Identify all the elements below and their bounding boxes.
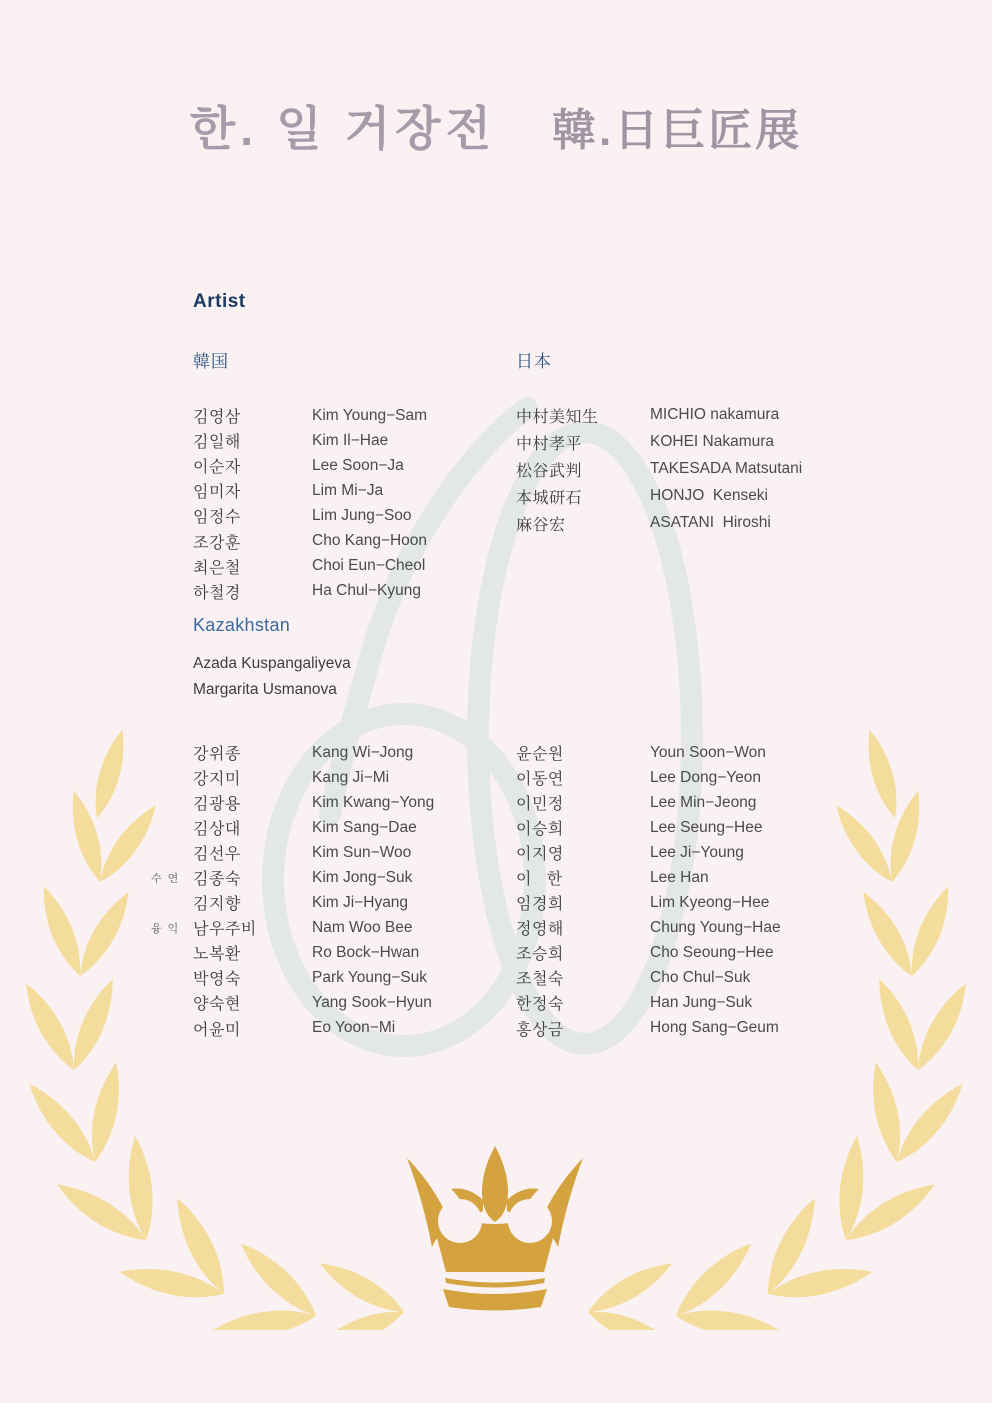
artist-row [193, 677, 351, 703]
artist-name-korean: 이민정 [516, 796, 564, 814]
artist-row [149, 765, 434, 790]
artist-name-roman: ASATANI Hiroshi [650, 514, 771, 531]
artist-name-korean: 박영숙 [193, 971, 241, 989]
artist-name-roman: Lee Ji−Young [650, 843, 744, 861]
members-list-left [149, 740, 434, 1041]
artist-row [516, 456, 802, 483]
artist-row [149, 890, 434, 915]
artist-name-roman: HONJO Kenseki [650, 487, 769, 505]
artist-row [516, 965, 781, 990]
section-heading-japan: 日本 [516, 352, 552, 371]
artist-row [516, 815, 781, 840]
artist-name-roman: Lim Jung−Soo [312, 506, 412, 524]
artist-name-roman: MICHIO nakamura [650, 406, 780, 424]
artist-row [149, 840, 434, 865]
artist-row [516, 840, 781, 865]
artist-name-korean: 김상대 [193, 821, 241, 839]
artist-name-korean: 노복환 [193, 946, 241, 964]
artist-name-roman: Kim Jong−Suk [312, 868, 413, 886]
artist-name-korean: 임정수 [193, 509, 241, 527]
artist-heading: Artist [193, 291, 246, 312]
artist-name-korean: 이동연 [516, 771, 564, 789]
artist-name-korean: 하철경 [193, 584, 241, 602]
artist-row [516, 865, 781, 890]
artist-row [516, 429, 802, 456]
artist-name-korean: 김선우 [193, 846, 241, 864]
artist-name-korean: 윤순원 [516, 746, 564, 764]
members-list-right [516, 740, 781, 1041]
artist-name-japanese: 中村美知生 [516, 408, 599, 426]
artist-row [516, 1016, 781, 1041]
artist-name-korean: 이승희 [516, 821, 564, 839]
artist-name-roman: Hong Sang−Geum [650, 1019, 779, 1037]
artist-name-korean: 김광용 [193, 796, 241, 814]
artist-name-roman: Park Young−Suk [312, 968, 428, 986]
artist-row [149, 915, 434, 940]
artist-name-roman: Cho Kang−Hoon [312, 532, 428, 550]
artist-row [149, 940, 434, 965]
artist-name-korean: 김일해 [193, 434, 241, 452]
artist-row [149, 865, 434, 890]
artist-name-roman: Kim Kwang−Yong [312, 793, 435, 811]
artist-name-korean: 조철숙 [516, 971, 564, 989]
artist-name-korean: 한정숙 [516, 996, 564, 1014]
artist-name-korean: 조강훈 [193, 534, 241, 552]
artist-name-roman: Lee Dong−Yeon [650, 768, 762, 786]
kazakhstan-artist-list [193, 651, 351, 704]
artist-name-roman: Yang Sook−Hyun [312, 993, 432, 1011]
artist-name-roman: Kim Young−Sam [312, 406, 428, 424]
artist-name-korean: 최은철 [193, 559, 241, 577]
artist-name-roman: Azada Kuspangaliyeva [193, 655, 351, 673]
artist-name-roman: Kang Wi−Jong [312, 743, 414, 761]
artist-name-korean: 임미자 [193, 484, 241, 502]
artist-row [516, 940, 781, 965]
artist-row [516, 915, 781, 940]
artist-row [149, 815, 434, 840]
artist-row [193, 403, 427, 428]
artist-row [149, 1016, 434, 1041]
artist-row [516, 790, 781, 815]
artist-name-roman: Kim Il−Hae [312, 431, 389, 449]
title-hanja: 韓.日巨匠展 [551, 106, 803, 155]
artist-name-korean: 이순자 [193, 459, 241, 477]
artist-name-roman: KOHEI Nakamura [650, 433, 775, 451]
artist-name-roman: Youn Soon−Won [650, 743, 766, 761]
artist-name-korean: 강지미 [193, 771, 241, 789]
artist-name-korean: 정영해 [516, 921, 564, 939]
artist-row [193, 554, 427, 579]
artist-row [516, 990, 781, 1015]
artist-name-korean: 홍상금 [516, 1021, 564, 1039]
artist-name-roman: Choi Eun−Cheol [312, 557, 426, 575]
artist-name-korean: 남우주비 [193, 921, 257, 939]
artist-row [149, 965, 434, 990]
artist-row [516, 740, 781, 765]
artist-pen-name: 수 연 [151, 872, 180, 885]
artist-name-roman: Lim Kyeong−Hee [650, 893, 770, 911]
artist-name-korean: 강위종 [193, 746, 241, 764]
artist-name-roman: Kim Sun−Woo [312, 843, 412, 861]
artist-name-japanese: 松谷武判 [516, 462, 583, 480]
artist-row [193, 579, 427, 604]
korea-artist-list [193, 403, 427, 604]
artist-name-japanese: 中村孝平 [516, 435, 583, 453]
section-heading-korea: 韓国 [193, 352, 229, 371]
artist-name-korean: 양숙현 [193, 996, 241, 1014]
artist-name-roman: Lee Seung−Hee [650, 818, 763, 836]
artist-row [149, 990, 434, 1015]
artist-name-japanese: 麻谷宏 [516, 516, 566, 534]
artist-row [149, 790, 434, 815]
artist-name-roman: Han Jung−Suk [650, 993, 753, 1011]
artist-name-roman: TAKESADA Matsutani [650, 460, 803, 478]
artist-row [193, 453, 427, 478]
artist-name-korean: 김종숙 [193, 871, 241, 889]
artist-name-roman: Lee Min−Jeong [650, 793, 757, 811]
artist-name-roman: Eo Yoon−Mi [312, 1019, 396, 1037]
artist-name-roman: Ha Chul−Kyung [312, 582, 421, 600]
artist-name-roman: Lim Mi−Ja [312, 481, 384, 499]
artist-row [193, 528, 427, 553]
title-korean: 한. 일 거장전 [189, 102, 496, 155]
artist-name-roman: Nam Woo Bee [312, 918, 413, 936]
artist-name-roman: Kim Sang−Dae [312, 818, 417, 836]
artist-row [193, 503, 427, 528]
artist-row [516, 483, 802, 510]
artist-row [516, 890, 781, 915]
artist-name-korean: 어윤미 [193, 1021, 241, 1039]
artist-row [193, 651, 351, 677]
artist-name-korean: 이지영 [516, 846, 564, 864]
artist-name-korean: 임경희 [516, 896, 564, 914]
artist-name-korean: 김영삼 [193, 409, 241, 427]
artist-pen-name: 융 익 [151, 922, 180, 935]
artist-name-roman: Kim Ji−Hyang [312, 893, 409, 911]
artist-name-korean: 조승희 [516, 946, 564, 964]
artist-name-roman: Margarita Usmanova [193, 681, 337, 699]
page-title [0, 92, 992, 159]
japan-artist-list [516, 402, 802, 536]
section-heading-kazakhstan: Kazakhstan [193, 615, 291, 635]
artist-row [516, 510, 802, 537]
artist-name-roman: Kang Ji−Mi [312, 768, 390, 786]
artist-row [193, 478, 427, 503]
artist-row [149, 740, 434, 765]
artist-name-japanese: 本城研石 [516, 489, 583, 507]
artist-row [516, 402, 802, 429]
artist-name-roman: Chung Young−Hae [650, 918, 781, 936]
artist-name-roman: Lee Soon−Ja [312, 456, 404, 474]
artist-name-roman: Cho Seoung−Hee [650, 943, 774, 961]
artist-name-korean: 이 한 [516, 871, 563, 889]
artist-name-roman: Ro Bock−Hwan [312, 943, 420, 961]
artist-row [516, 765, 781, 790]
artist-name-roman: Lee Han [650, 868, 709, 886]
artist-name-roman: Cho Chul−Suk [650, 968, 751, 986]
artist-name-korean: 김지향 [193, 896, 241, 914]
artist-row [193, 428, 427, 453]
